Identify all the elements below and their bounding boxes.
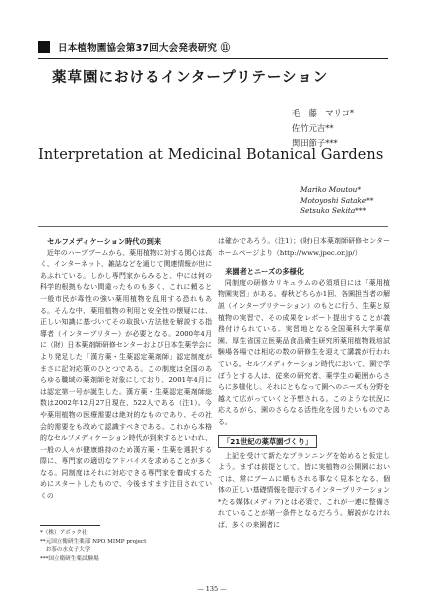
body-paragraph-continued: は確かであろう。（注1）；(財)日本薬剤師研修センターホームページより（http://www.jpec.or.jp/）: [218, 237, 390, 257]
author-en-1: Mariko Moutou*: [300, 185, 362, 194]
series-label: 日本植物園協会第37回大会発表研究 ⑪: [58, 43, 231, 54]
author-jp-2: 佐竹元吉**: [292, 123, 334, 133]
footnote-1: *（株）アボック社: [40, 530, 88, 536]
section-heading-21st-century: 「21世紀の薬草園づくり」: [218, 435, 317, 448]
body-paragraph: 上記を受けて新たなプランニングを始めると仮定しよう。まずは前提として、皆に実植物の公開園においては、常にブームに順もされる事なく見本となる、個体の正しい基礎情報を提示するインタープリテーション*たる媒体(メディア)とは必須で、これが一連に整備されていることが第一条件となるだろう。解説がなければ、多くの来園者に: [218, 451, 390, 530]
footnotes: [40, 529, 210, 563]
body-column-right: [218, 236, 390, 532]
author-jp-1: 毛 藤 マリコ*: [292, 108, 355, 118]
header-rule: [38, 58, 388, 59]
banner-square-icon: [38, 41, 50, 53]
page-number: — 135 —: [197, 585, 227, 593]
series-banner: [38, 38, 328, 56]
author-en-3: Setsuko Sekita***: [300, 206, 367, 215]
footnote-4: ***国立衛研生薬試験場: [40, 555, 99, 562]
title-english: Interpretation at Medicinal Botanical Gardens: [38, 147, 384, 163]
page-number-value: 135: [205, 585, 219, 593]
body-column-left: [40, 236, 212, 503]
body-paragraph: 同制度の研修カリキュラムの必須項目には「薬用植物園実習」がある。春秋どちらか1回、各園担当者の解説（インタープリテーション）のもとに行う、生薬と原植物の実習で、その成果をレポート提出することが義務付けられている。実習地となる全国薬科大学薬草園、厚生省国立医薬品食品衛生研究所薬用植物栽培試験場各場では相応の数の研修生を迎えて講義が行われている。セルフメディケーション時代において、園で学ぼうとする人は、従来の研究者、薬学生の範囲からさらに多様化し、それにともなって園へのニーズも分野を越えて広がっていくと予想される。このような状況に応えるがら、園のさらなる活性化を図りたいものである。: [218, 278, 390, 426]
footnote-rule: [40, 525, 100, 526]
section-heading-selfmedication: セルフメディケーション時代の到来: [47, 237, 162, 246]
footnote-2: **元国立衛研生薬部 NPO MIMP project: [40, 538, 147, 545]
author-en-2: Motoyoshi Satake**: [300, 195, 374, 205]
footnote-3: お茶の水女子大学: [40, 547, 91, 554]
title-divider: [38, 226, 388, 227]
body-paragraph: 近年のハーブブームから、薬用植物に対する関心は高く、インターネット、雑誌などを通じて関連情報が世にあふれている。しかし専門家からみると、中には何の科学的根拠もない間違ったものも多く、これに頼ると一般市民が毒性の強い薬用植物を乱用する恐れもある。そんな中、薬用植物の利用と安全性の懐疑には、正しい知識に基づいてその取扱い方法他を解説する指導者（インタープリター）が必要となる。2000年4月に（財）日本薬剤師研修センターおよび日本生薬学会により発足した「漢方薬・生薬認定薬剤師」認定制度がまさに記対応策のひとつである。この制度は全国のあらゆる職域の薬剤師を対象にしており、2001年4月には認定第一号が誕生した。漢方薬・生薬認定薬剤師総数は2002年12月27日現在、522人である（注1）。今や薬用植物の医療需要は絶対的なものであり、その社会的需要をも改めて認識すべきである。これから本格的なセルフメディケーション時代が到来するといわれ、一般の人々が健康維持のため漢方薬・生薬を選択する際に、専門家の適切なアドバイスを求めることが多くなる。同制度はそれに対応できる専門家を養成するためにスタートしたもので、今後ますます注目されていくの: [40, 248, 212, 501]
section-heading-visitors: 来園者とニーズの多様化: [225, 267, 304, 277]
authors-japanese: [292, 106, 402, 151]
title-japanese: 薬草園におけるインタープリテーション: [52, 69, 329, 86]
authors-english: [300, 185, 410, 217]
author-jp-3: 関田節子***: [292, 138, 338, 148]
